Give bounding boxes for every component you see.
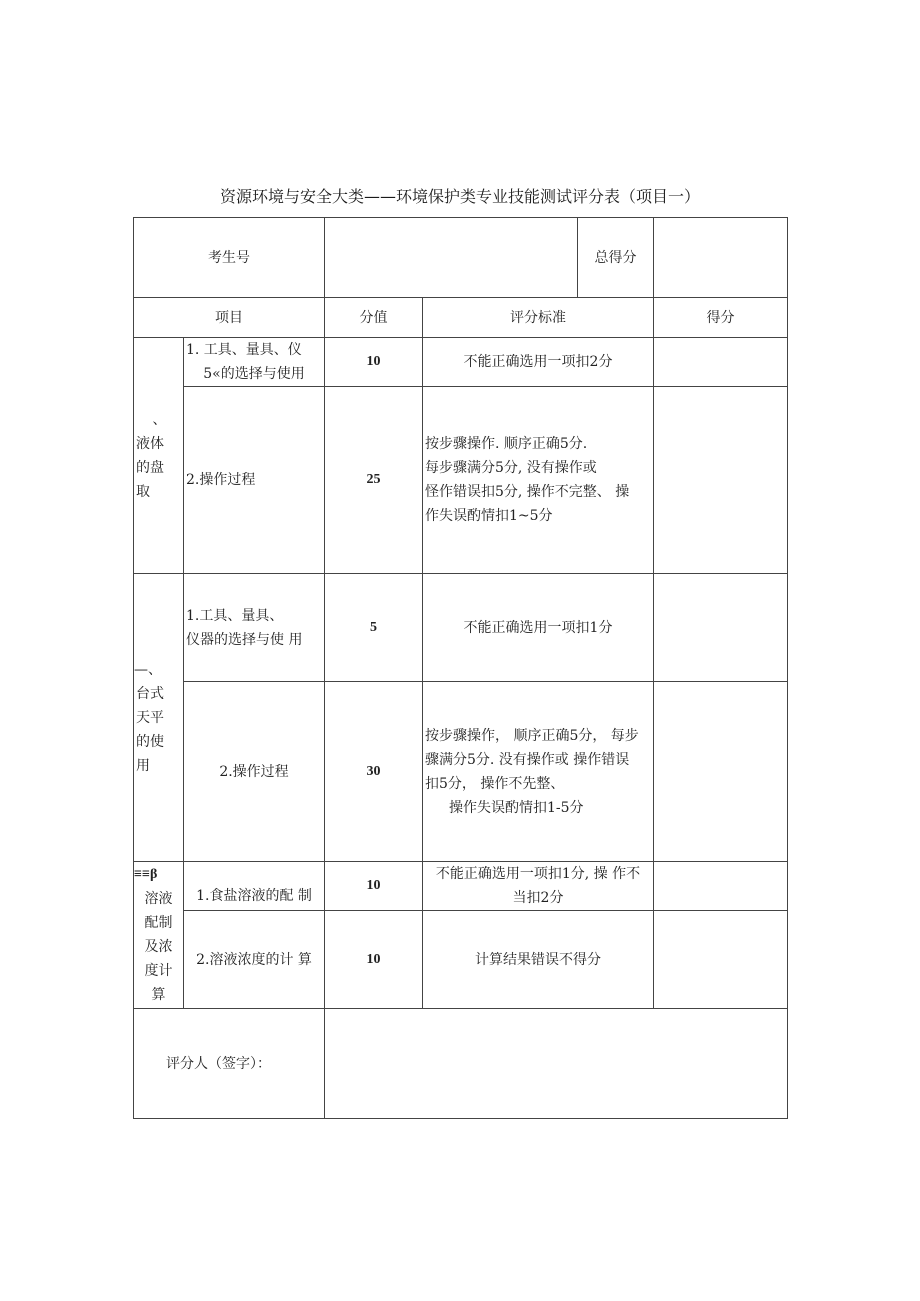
score-field[interactable] (654, 574, 788, 682)
item-cell (184, 574, 325, 682)
criteria-line: 按步骤操作， 顺序正确5分， 每步 (425, 727, 639, 744)
section-name-line: —、 (134, 661, 162, 678)
signature-row (134, 1009, 788, 1119)
criteria-cell (423, 682, 654, 862)
score-field[interactable] (654, 387, 788, 574)
section-name-line: 台式 (136, 685, 164, 702)
section-name-line: 用 (136, 757, 150, 774)
criteria-line: 作失误酌情扣1~5分 (425, 508, 553, 524)
criteria-cell: 不能正确选用一项扣2分 (423, 338, 654, 387)
section-name-line: 及浓 (144, 939, 173, 955)
points-cell: 10 (325, 862, 423, 911)
item-line: 1.工具、量具、 (186, 607, 284, 624)
section-name-line: 算 (151, 987, 166, 1003)
criteria-line: 骤满分5分. 没有操作或 操作错误 (425, 751, 630, 768)
section-name-line: 液体 (136, 435, 164, 452)
score-field[interactable] (654, 862, 788, 911)
criteria-line: 按步骤操作. 顺序正确5分. (425, 436, 588, 452)
criteria-line: 操作失误酌情扣1-5分 (449, 799, 584, 816)
scoring-table (133, 217, 788, 1119)
criteria-cell: 计算结果错误不得分 (423, 911, 654, 1009)
item-line: 仪器的选择与使 用 (186, 631, 303, 648)
item-line: 5«的选择与使用 (203, 366, 305, 382)
criteria-cell (423, 862, 654, 911)
criteria-line: 当扣2分 (512, 890, 564, 906)
candidate-label: 考生号 (134, 218, 325, 298)
criteria-line: 每步骤满分5分, 没有操作或 (425, 460, 597, 476)
criteria-cell (423, 387, 654, 574)
column-header-row (134, 298, 788, 338)
criteria-cell: 不能正确选用一项扣1分 (423, 574, 654, 682)
score-field[interactable] (654, 338, 788, 387)
section-name-line: 的使 (136, 733, 164, 750)
points-cell: 25 (325, 387, 423, 574)
column-header-score: 得分 (654, 298, 788, 338)
table-row (134, 387, 788, 574)
item-cell (184, 338, 325, 387)
candidate-row (134, 218, 788, 298)
criteria-line: 怪作错误扣5分, 操作不完整、 操 (425, 484, 630, 500)
table-row (134, 682, 788, 862)
criteria-line: 扣5分， 操作不先整、 (425, 775, 565, 792)
table-row (134, 338, 788, 387)
signer-label: 评分人（签字）： (134, 1009, 325, 1119)
item-cell: 1.食盐溶液的配 制 (184, 862, 325, 911)
column-header-points: 分值 (325, 298, 423, 338)
item-line: 1. 工具、量具、仪 (186, 342, 302, 358)
score-field[interactable] (654, 682, 788, 862)
page-title: 资源环境与安全大类——环境保护类专业技能测试评分表（项目一） (219, 187, 700, 206)
table-row (134, 574, 788, 682)
section-name (134, 862, 184, 1009)
section-name-line: 度计 (144, 963, 173, 979)
section-name-line: 配制 (144, 915, 173, 931)
section-name (134, 574, 184, 862)
total-score-label: 总得分 (578, 218, 654, 298)
score-field[interactable] (654, 911, 788, 1009)
signer-field[interactable] (325, 1009, 788, 1119)
item-cell: 2.操作过程 (184, 387, 325, 574)
section-name-line: 取 (136, 483, 150, 500)
points-cell: 10 (325, 338, 423, 387)
candidate-number-field[interactable] (325, 218, 578, 298)
criteria-line: 不能正确选用一项扣1分, 操 作不 (435, 866, 641, 882)
points-cell: 30 (325, 682, 423, 862)
points-cell: 5 (325, 574, 423, 682)
section-name-line: 的盘 (136, 459, 164, 476)
item-cell: 2.溶液浓度的计 算 (184, 911, 325, 1009)
item-cell: 2.操作过程 (184, 682, 325, 862)
table-row (134, 911, 788, 1009)
column-header-criteria: 评分标准 (423, 298, 654, 338)
column-header-item: 项目 (134, 298, 325, 338)
section-name-line: 、 (152, 411, 167, 428)
table-row (134, 862, 788, 911)
points-cell: 10 (325, 911, 423, 1009)
section-name (134, 338, 184, 574)
section-name-line: ≡≡β (134, 867, 158, 882)
section-name-line: 天平 (136, 709, 164, 726)
total-score-field[interactable] (654, 218, 788, 298)
section-name-line: 溶液 (144, 891, 173, 907)
